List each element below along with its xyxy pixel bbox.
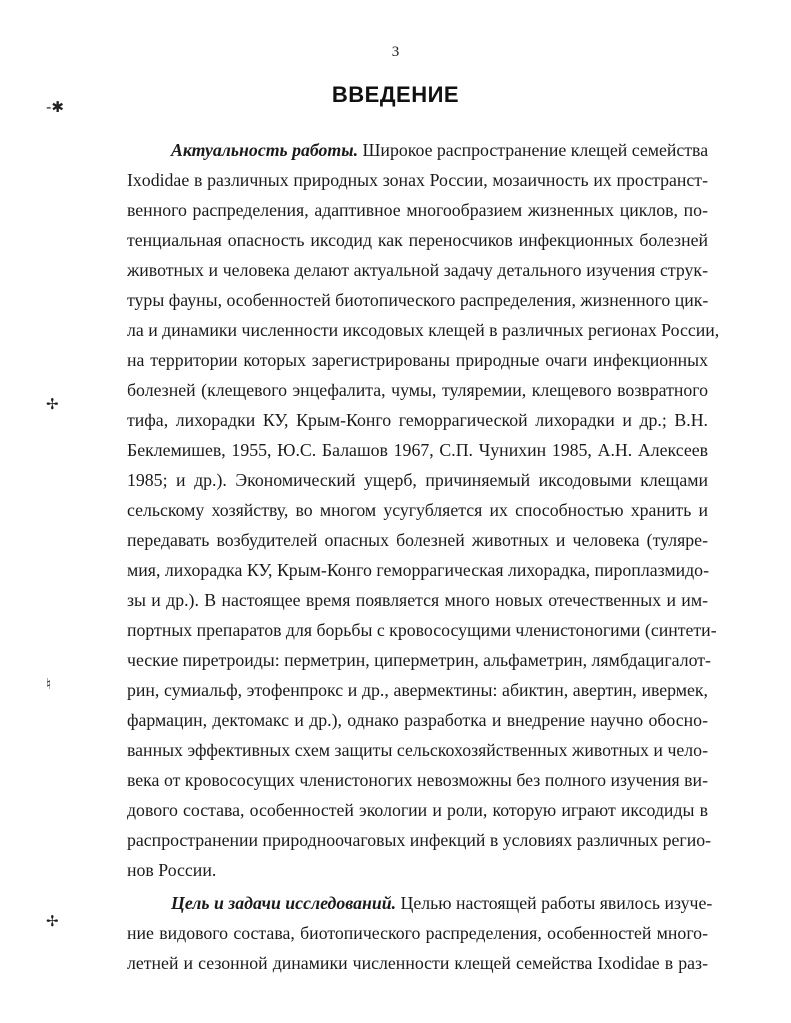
text-line: нов России.: [127, 860, 217, 880]
text-line: мия, лихорадка КУ, Крым-Конго геморрагическая лихорадка, пироплазмидо-: [127, 560, 709, 580]
text-line: Беклемишев, 1955, Ю.С. Балашов 1967, С.П. Чунихин 1985, А.Н. Алексеев: [127, 440, 708, 460]
text-line: болезней (клещевого энцефалита, чумы, туляремии, клещевого возвратного: [127, 380, 708, 400]
text-line: дового состава, особенностей экологии и роли, которую играют иксодиды в: [127, 800, 708, 820]
margin-mark: ✢: [46, 395, 59, 413]
text-line: на территории которых зарегистрированы природные очаги инфекционных: [127, 350, 708, 370]
text-line: фармацин, дектомакс и др.), однако разработка и внедрение научно обосно-: [127, 710, 708, 730]
text-line: 1985; и др.). Экономический ущерб, причиняемый иксодовыми клещами: [127, 470, 708, 490]
text-line: летней и сезонной динамики численности клещей семейства Ixodidae в раз-: [127, 953, 708, 973]
text-line: рин, сумиальф, этофенпрокс и др., авермектины: абиктин, авертин, ивермек,: [127, 680, 708, 700]
text-line: сельскому хозяйству, во многом усугубляется их способностью хранить и: [127, 500, 708, 520]
text-line: тифа, лихорадки КУ, Крым-Конго геморрагической лихорадки и др.; В.Н.: [127, 410, 708, 430]
text-line: зы и др.). В настоящее время появляется много новых отечественных и им-: [127, 590, 708, 610]
line-text: Широкое распространение клещей семейства: [358, 140, 709, 160]
text-line: распространении природноочаговых инфекций в условиях различных регио-: [127, 830, 712, 850]
text-line: [171, 893, 713, 913]
margin-mark: ♮: [46, 675, 52, 693]
text-line: передавать возбудителей опасных болезней животных и человека (туляре-: [127, 530, 708, 550]
text-line: тенциальная опасность иксодид как переносчиков инфекционных болезней: [127, 230, 708, 250]
text-line: ванных эффективных схем защиты сельскохозяйственных животных и чело-: [127, 740, 708, 760]
margin-mark: -✱: [46, 98, 64, 116]
text-line: венного распределения, адаптивное многообразием жизненных циклов, по-: [127, 200, 708, 220]
text-line: ла и динамики численности иксодовых клещей в различных регионах России,: [127, 320, 720, 340]
text-line: ческие пиретроиды: перметрин, циперметрин, альфаметрин, лямбдацигалот-: [127, 650, 711, 670]
page-number: 3: [391, 44, 400, 60]
text-line: портных препаратов для борьбы с кровососущими членистоногими (синтети-: [127, 620, 717, 640]
text-line: животных и человека делают актуальной задачу детального изучения струк-: [127, 260, 708, 280]
text-line: ние видового состава, биотопического распределения, особенностей много-: [127, 923, 708, 943]
text-line: века от кровососущих членистоногих невозможны без полного изучения ви-: [127, 770, 708, 790]
text-line: туры фауны, особенностей биотопического распределения, жизненного цик-: [127, 290, 709, 310]
text-line: [171, 140, 708, 160]
margin-mark: ✢: [46, 912, 59, 930]
page-title: ВВЕДЕНИЕ: [331, 82, 460, 107]
section-lead: Цель и задачи исследований.: [171, 893, 397, 913]
text-line: Ixodidae в различных природных зонах России, мозаичность их пространст-: [127, 170, 708, 190]
line-text: Целью настоящей работы явилось изуче-: [396, 893, 713, 913]
section-lead: Актуальность работы.: [171, 140, 359, 160]
